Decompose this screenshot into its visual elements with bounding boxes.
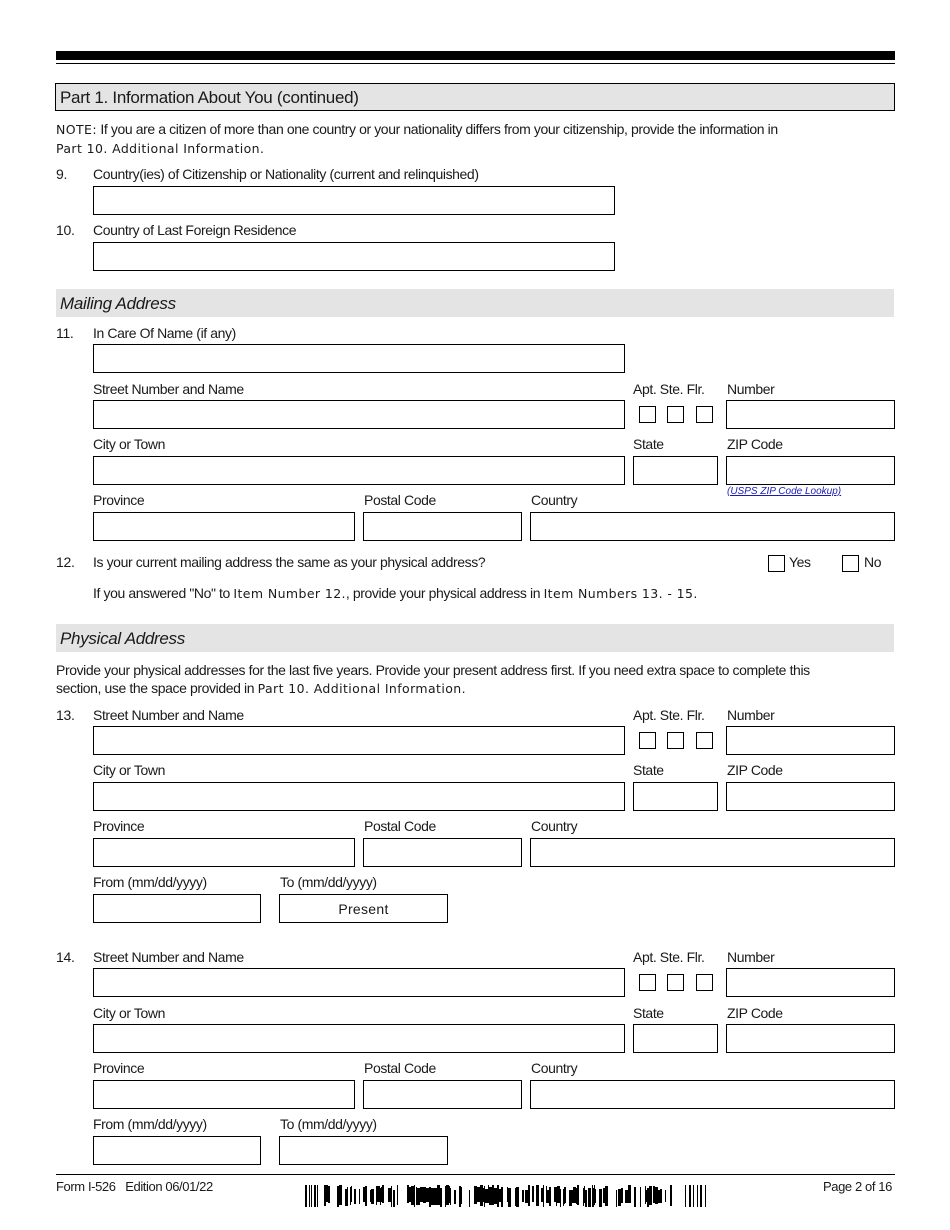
item-13-ste-checkbox[interactable] [667, 732, 684, 749]
item-13-zip-input[interactable] [726, 782, 895, 811]
instruction-ref2: Item Numbers 13. - 15. [543, 586, 698, 601]
intro-line2-pre: section, use the space provided in [56, 680, 258, 696]
same-address-yes-checkbox[interactable] [768, 555, 785, 572]
intro-ref: Part 10. Additional Information [257, 681, 462, 696]
item-13-apt-label: Apt. Ste. Flr. [633, 707, 705, 723]
part-title: Part 1. Information About You (continued) [60, 88, 359, 107]
item-13-country-input[interactable] [530, 838, 895, 867]
mailing-zip-label: ZIP Code [727, 436, 783, 452]
physical-intro-line1: Provide your physical addresses for the last five years. Provide your present address first. If you need extra space to complete this [56, 662, 810, 678]
mailing-postal-label: Postal Code [364, 492, 436, 508]
item-13-to-label: To (mm/dd/yyyy) [280, 874, 377, 890]
item-14-to-label: To (mm/dd/yyyy) [280, 1116, 377, 1132]
part-header [55, 83, 895, 111]
item-14-city-label: City or Town [93, 1005, 165, 1021]
item-13-number-label: Number [727, 707, 775, 723]
item-10-label: Country of Last Foreign Residence [93, 222, 297, 238]
item-12-number: 12. [56, 554, 75, 570]
item-9-label: Country(ies) of Citizenship or Nationality (current and relinquished) [93, 166, 479, 182]
intro-end: . [461, 680, 466, 696]
edition: Edition 06/01/22 [125, 1179, 213, 1194]
item-13-to-input[interactable]: Present [279, 894, 448, 923]
mailing-zip-input[interactable] [726, 456, 895, 485]
instruction-pre: If you answered "No" to [93, 585, 234, 601]
last-foreign-residence-input[interactable] [93, 242, 615, 271]
mailing-flr-checkbox[interactable] [696, 406, 713, 423]
usps-zip-lookup-link[interactable]: (USPS ZIP Code Lookup) [727, 486, 842, 497]
physical-address-heading-text: Physical Address [60, 629, 185, 648]
same-address-no-checkbox[interactable] [842, 555, 859, 572]
item-12-question: Is your current mailing address the same as your physical address? [93, 554, 486, 570]
item-14-street-input[interactable] [93, 968, 625, 997]
mailing-state-label: State [633, 436, 664, 452]
instruction-mid: , provide your physical address in [345, 585, 544, 601]
item-13-apt-checkbox[interactable] [639, 732, 656, 749]
item-14-flr-checkbox[interactable] [696, 974, 713, 991]
mailing-city-input[interactable] [93, 456, 625, 485]
note-text: If you are a citizen of more than one country or your nationality differs from your citizenship, provide the information in [96, 121, 778, 137]
mailing-ste-checkbox[interactable] [667, 406, 684, 423]
note-label: NOTE: [56, 122, 97, 137]
item-14-ste-checkbox[interactable] [667, 974, 684, 991]
item-14-country-input[interactable] [530, 1080, 895, 1109]
item-14-state-label: State [633, 1005, 664, 1021]
item-14-number-label: Number [727, 949, 775, 965]
footer-form-id [56, 1179, 213, 1195]
form-id: Form I-526 [56, 1179, 116, 1194]
note [56, 121, 778, 138]
care-of-label: In Care Of Name (if any) [93, 325, 236, 341]
barcode-icon [305, 1185, 713, 1207]
item-14-from-input[interactable] [93, 1136, 261, 1165]
item-13-city-label: City or Town [93, 762, 165, 778]
top-thick-rule [56, 51, 895, 60]
item-13-number-input[interactable] [726, 726, 895, 755]
mailing-province-label: Province [93, 492, 145, 508]
item-13-state-label: State [633, 762, 664, 778]
item-14-apt-checkbox[interactable] [639, 974, 656, 991]
footer-rule [56, 1174, 895, 1175]
item-10-number: 10. [56, 222, 75, 238]
item-13-country-label: Country [531, 818, 578, 834]
item-14-number: 14. [56, 949, 75, 965]
item-13-city-input[interactable] [93, 782, 625, 811]
item-9-number: 9. [56, 166, 68, 182]
footer-page-number: Page 2 of 16 [823, 1179, 892, 1194]
item-13-postal-label: Postal Code [364, 818, 436, 834]
item-14-number-input[interactable] [726, 968, 895, 997]
mailing-province-input[interactable] [93, 512, 355, 541]
top-thin-rule [56, 63, 895, 64]
care-of-input[interactable] [93, 344, 625, 373]
item-13-from-label: From (mm/dd/yyyy) [93, 874, 207, 890]
physical-intro-line2 [56, 680, 465, 697]
item-14-province-input[interactable] [93, 1080, 355, 1109]
item-14-city-input[interactable] [93, 1024, 625, 1053]
item-14-zip-input[interactable] [726, 1024, 895, 1053]
item-13-street-input[interactable] [93, 726, 625, 755]
item-14-country-label: Country [531, 1060, 578, 1076]
mailing-apt-checkbox[interactable] [639, 406, 656, 423]
item-12-instruction [93, 585, 698, 602]
mailing-apt-label: Apt. Ste. Flr. [633, 381, 705, 397]
note-ref: Part 10. Additional Information [56, 141, 260, 156]
item-13-flr-checkbox[interactable] [696, 732, 713, 749]
mailing-number-label: Number [727, 381, 775, 397]
item-14-from-label: From (mm/dd/yyyy) [93, 1116, 207, 1132]
item-13-state-select[interactable] [633, 782, 718, 811]
mailing-street-label: Street Number and Name [93, 381, 244, 397]
same-address-no-label: No [864, 554, 882, 570]
mailing-city-label: City or Town [93, 436, 165, 452]
mailing-street-input[interactable] [93, 400, 625, 429]
item-14-to-input[interactable] [279, 1136, 448, 1165]
item-14-postal-label: Postal Code [364, 1060, 436, 1076]
same-address-yes-label: Yes [789, 554, 811, 570]
item-13-street-label: Street Number and Name [93, 707, 244, 723]
instruction-ref1: Item Number 12. [233, 586, 346, 601]
item-14-state-select[interactable] [633, 1024, 718, 1053]
item-14-province-label: Province [93, 1060, 145, 1076]
item-13-zip-label: ZIP Code [727, 762, 783, 778]
item-14-apt-label: Apt. Ste. Flr. [633, 949, 705, 965]
mailing-address-heading-text: Mailing Address [60, 294, 176, 313]
mailing-number-input[interactable] [726, 400, 895, 429]
item-13-from-input[interactable] [93, 894, 261, 923]
mailing-address-heading [56, 289, 894, 317]
mailing-country-input[interactable] [530, 512, 895, 541]
item-13-province-input[interactable] [93, 838, 355, 867]
note-end: . [259, 140, 264, 156]
item-14-zip-label: ZIP Code [727, 1005, 783, 1021]
mailing-country-label: Country [531, 492, 578, 508]
item-13-province-label: Province [93, 818, 145, 834]
item-13-postal-input[interactable] [363, 838, 522, 867]
physical-address-heading [56, 624, 894, 652]
item-13-number: 13. [56, 707, 75, 723]
note-ref-line [56, 140, 263, 157]
mailing-postal-input[interactable] [363, 512, 522, 541]
mailing-state-select[interactable] [633, 456, 718, 485]
item-11-number: 11. [56, 325, 74, 341]
item-14-street-label: Street Number and Name [93, 949, 244, 965]
citizenship-input[interactable] [93, 186, 615, 215]
item-14-postal-input[interactable] [363, 1080, 522, 1109]
